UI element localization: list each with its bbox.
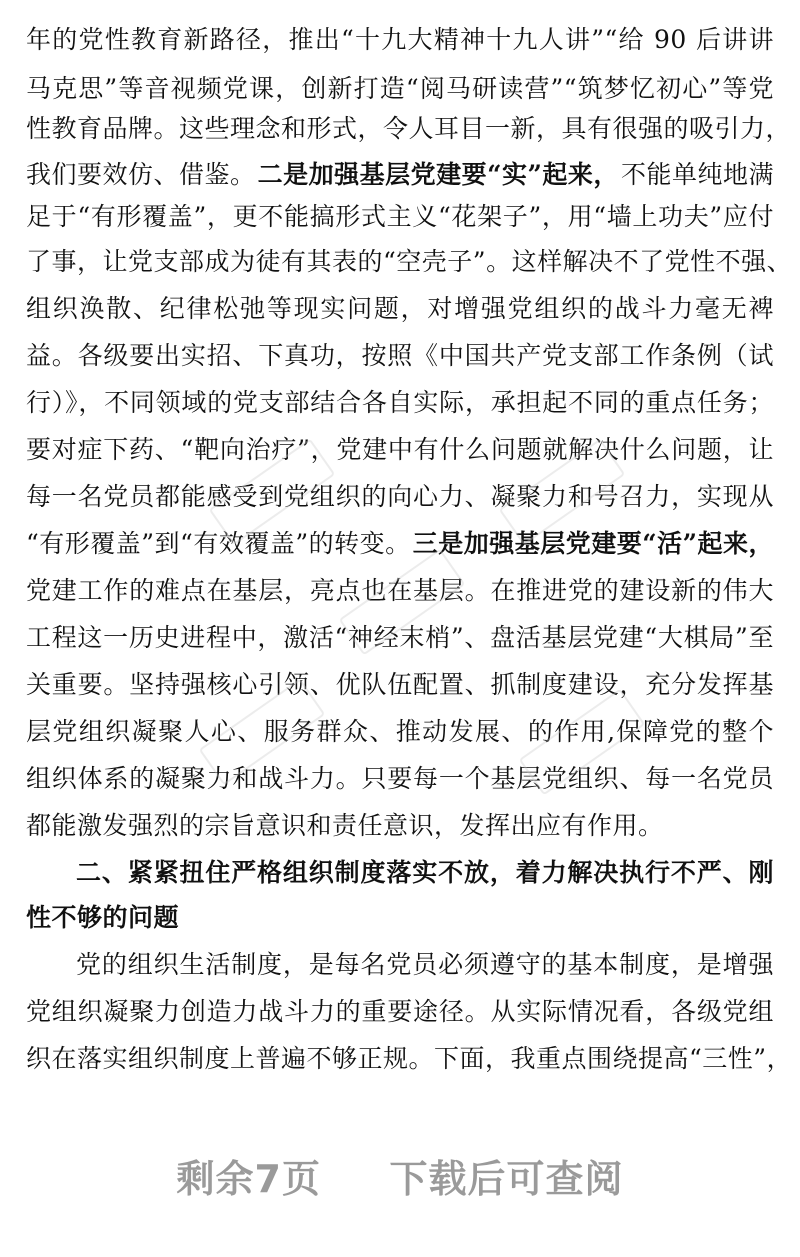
paragraph-line-1: 党的组织生活制度，是每名党员必须遵守的基本制度，是增强 bbox=[76, 950, 774, 979]
text-line-14: 工程这一历史进程中，激活“神经末梢”、盘活基层党建“大棋局”至 bbox=[26, 623, 774, 652]
section-heading-line-1: 二、紧紧扭住严格组织制度落实不放，着力解决执行不严、刚 bbox=[76, 858, 774, 887]
text-line-4 bbox=[26, 155, 774, 195]
paragraph-line-3: 织在落实组织制度上普遍不够正规。下面，我重点围绕提高“三性”， bbox=[26, 1044, 793, 1073]
text-line-8: 益。各级要出实招、下真功，按照《中国共产党支部工作条例（试 bbox=[26, 341, 774, 370]
text-line-4-c: 不能单纯地满 bbox=[620, 160, 774, 189]
remaining-pages-label: 剩余7页 bbox=[176, 1157, 321, 1201]
text-line-6: 了事，让党支部成为徒有其表的“空壳子”。这样解决不了党性不强、 bbox=[26, 247, 793, 276]
partial-top-line bbox=[0, 0, 800, 4]
text-line-10: 要对症下药、“靶向治疗”，党建中有什么问题就解决什么问题，让 bbox=[26, 435, 774, 464]
point-three-heading: 三是加强基层党建要“活”起来， bbox=[412, 529, 774, 558]
text-line-7: 组织涣散、纪律松弛等现实问题，对增强党组织的战斗力毫无裨 bbox=[26, 294, 774, 323]
download-banner[interactable] bbox=[0, 1148, 800, 1203]
text-line-2: 马克思”等音视频党课，创新打造“阅马研读营”“筑梦忆初心”等党 bbox=[26, 74, 774, 103]
paragraph-line-2: 党组织凝聚力创造力战斗力的重要途径。从实际情况看，各级党组 bbox=[26, 997, 774, 1026]
text-line-12-a: “有形覆盖”到“有效覆盖”的转变。 bbox=[26, 529, 411, 558]
text-line-5: 足于“有形覆盖”，更不能搞形式主义“花架子”，用“墙上功夫”应付 bbox=[26, 202, 774, 231]
point-two-heading: 二是加强基层党建要“实”起来， bbox=[257, 160, 619, 189]
text-line-11: 每一名党员都能感受到党组织的向心力、凝聚力和号召力，实现从 bbox=[26, 482, 774, 511]
section-heading-line-2: 性不够的问题 bbox=[26, 903, 180, 932]
text-line-13: 党建工作的难点在基层，亮点也在基层。在推进党的建设新的伟大 bbox=[26, 576, 774, 605]
text-line-4-a: 我们要效仿、借鉴。 bbox=[26, 160, 256, 189]
text-line-3: 性教育品牌。这些理念和形式，令人耳目一新，具有很强的吸引力， bbox=[26, 114, 792, 143]
download-to-view-label[interactable]: 下载后可查阅 bbox=[389, 1157, 624, 1201]
text-line-12 bbox=[26, 524, 774, 564]
text-line-1: 年的党性教育新路径，推出“十九大精神十九人讲”“给 90 后讲讲 bbox=[26, 25, 774, 54]
text-line-15: 关重要。坚持强核心引领、优队伍配置、抓制度建设，充分发挥基 bbox=[26, 670, 774, 699]
text-line-17: 组织体系的凝聚力和战斗力。只要每一个基层党组织、每一名党员 bbox=[26, 764, 774, 793]
text-line-18: 都能激发强烈的宗旨意识和责任意识，发挥出应有作用。 bbox=[26, 811, 664, 840]
text-line-16: 层党组织凝聚人心、服务群众、推动发展、的作用,保障党的整个 bbox=[26, 717, 774, 746]
text-line-9: 行）》，不同领域的党支部结合各自实际，承担起不同的重点任务； bbox=[26, 388, 774, 417]
